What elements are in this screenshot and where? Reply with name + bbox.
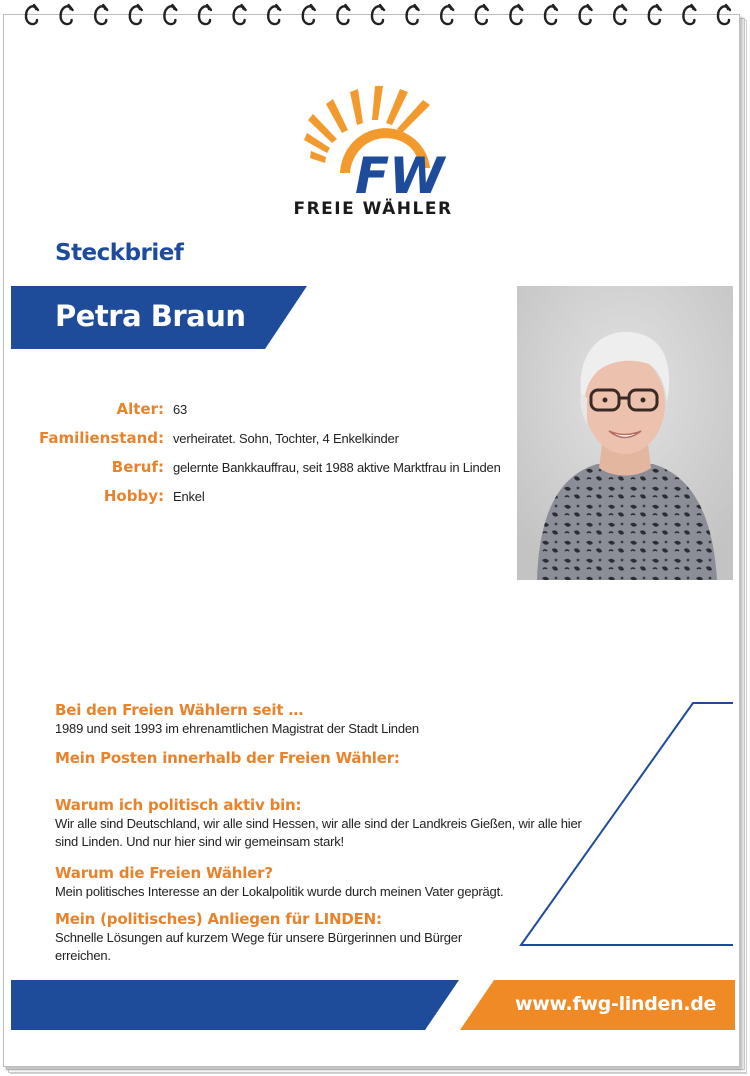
name-banner <box>11 286 307 349</box>
binding-ring <box>268 5 280 24</box>
binding-ring <box>407 5 419 24</box>
fact-row <box>40 400 510 422</box>
qa-block-political-motivation <box>55 796 585 851</box>
fact-label-profession: Beruf: <box>111 458 164 476</box>
website-url[interactable]: www.fwg-linden.de <box>515 993 717 1015</box>
binding-ring <box>130 5 142 24</box>
qa-block-member-since <box>55 701 515 738</box>
binding-ring <box>372 5 384 24</box>
qa-block-concern <box>55 910 515 965</box>
fact-row <box>40 429 510 451</box>
binding-ring <box>476 5 488 24</box>
binding-ring <box>510 5 522 24</box>
footer-blue-band <box>11 980 461 1030</box>
qa-answer: 1989 und seit 1993 im ehrenamtlichen Magistrat der Stadt Linden <box>55 721 419 736</box>
page-heading: Steckbrief <box>55 240 184 266</box>
binding-ring <box>614 5 626 24</box>
logo-wordmark: FREIE WÄHLER <box>293 199 453 219</box>
qa-answer: Schnelle Lösungen auf kurzem Wege für unsere Bürgerinnen und Bürger erreichen. <box>55 930 462 963</box>
qa-question: Bei den Freien Wählern seit … <box>55 701 304 719</box>
binding-ring <box>441 5 453 24</box>
qa-answer: Mein politisches Interesse an der Lokalpolitik wurde durch meinen Vater geprägt. <box>55 884 504 899</box>
binding-ring <box>164 5 176 24</box>
fact-label-hobby: Hobby: <box>103 487 164 505</box>
logo-letters: FW <box>355 147 445 205</box>
qa-question: Mein (politisches) Anliegen für LINDEN: <box>55 910 382 928</box>
binding-ring <box>718 5 730 24</box>
qa-question: Warum ich politisch aktiv bin: <box>55 796 302 814</box>
decorative-lines <box>515 700 740 950</box>
candidate-name: Petra Braun <box>55 299 246 333</box>
fact-value-age: 63 <box>173 402 188 417</box>
portrait-photo <box>517 286 733 580</box>
qa-answer: Wir alle sind Deutschland, wir alle sind Hessen, wir alle sind der Landkreis Gießen, wir alle hier sind Linden. Und nur hier sind wir gemeinsam stark! <box>55 816 582 849</box>
fact-row <box>40 487 510 509</box>
binding-ring <box>234 5 246 24</box>
fact-label-marital-status: Familienstand: <box>38 429 164 447</box>
binding-ring <box>649 5 661 24</box>
fact-value-profession: gelernte Bankkauffrau, seit 1988 aktive Marktfrau in Linden <box>173 460 501 475</box>
spiral-binding <box>0 0 750 30</box>
fact-label-age: Alter: <box>116 400 164 418</box>
qa-block-position <box>55 749 515 768</box>
binding-ring <box>303 5 315 24</box>
binding-ring <box>580 5 592 24</box>
qa-question: Mein Posten innerhalb der Freien Wähler: <box>55 749 400 767</box>
qa-block-why-fw <box>55 864 515 901</box>
binding-ring <box>545 5 557 24</box>
binding-ring <box>683 5 695 24</box>
binding-ring <box>337 5 349 24</box>
qa-question: Warum die Freien Wähler? <box>55 864 273 882</box>
fact-value-marital-status: verheiratet. Sohn, Tochter, 4 Enkelkinder <box>173 431 399 446</box>
binding-ring <box>61 5 73 24</box>
binding-ring <box>26 5 38 24</box>
binding-ring <box>199 5 211 24</box>
fact-value-hobby: Enkel <box>173 489 205 504</box>
fact-row <box>40 458 510 480</box>
binding-ring <box>95 5 107 24</box>
